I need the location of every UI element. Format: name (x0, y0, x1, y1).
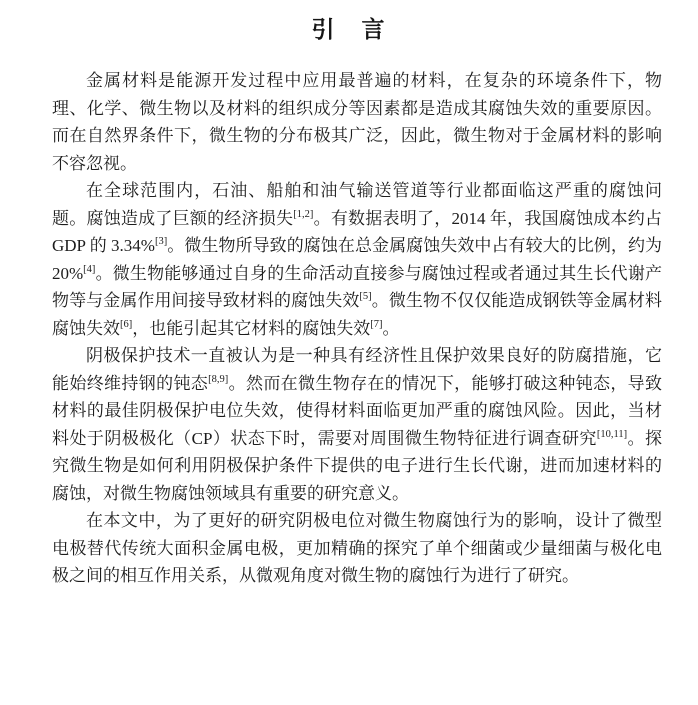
citation-superscript: [6] (120, 318, 133, 330)
text-segment: 。然而在微生物存在的情况下，能够打破这种钝态，导致材料的最佳阴极保护电位失效，使得材料面临更加严重的腐蚀风险。因此，当材料处于阴极极化（CP）状态下时，需要对周围微生物特征进行调查研究 (52, 373, 663, 448)
page-title: 引 言 (311, 17, 387, 42)
text-segment: 阴极保护技术一直被认为是一种具有经济性且保护效果良好的防腐措施，它能始终维持钢的钝态 (52, 346, 662, 393)
text-segment: 在本文中，为了更好的研究阴极电位对微生物腐蚀行为的影响，设计了微型电极替代传统大面积金属电极，更加精确的探究了单个细菌或少量细菌与极化电极之间的相互作用关系，从微观角度对微生物的腐蚀行为进行了研究。 (52, 511, 662, 585)
paragraph-2 (52, 177, 662, 342)
citation-superscript: [5] (359, 291, 372, 302)
text-segment: 在全球范围内，石油、船舶和油气输送管道等行业都面临这严重的腐蚀问题。腐蚀造成了巨额的经济损失 (52, 181, 662, 228)
citation-superscript: [10,11] (596, 428, 628, 440)
text-segment: 。微生物所导致的腐蚀在总金属腐蚀失效中占有较大的比例，约为 20% (52, 236, 663, 283)
text-segment: ，也能引起其它材料的腐蚀失效 (132, 318, 371, 338)
document-body (52, 67, 662, 590)
citation-superscript: [4] (83, 263, 96, 275)
paragraph-4 (52, 507, 662, 590)
text-segment: 。 (382, 318, 400, 338)
citation-superscript: [1,2] (293, 208, 314, 220)
paragraph-1 (52, 67, 662, 177)
text-segment: 。探究微生物是如何利用阴极保护条件下提供的电子进行生长代谢，进而加速材料的腐蚀，对微生物腐蚀领域具有重要的研究意义。 (52, 428, 663, 503)
text-segment: 。微生物能够通过自身的生命活动直接参与腐蚀过程或者通过其生长代谢产物等与金属作用间接导致材料的腐蚀失效 (52, 263, 662, 310)
citation-superscript: [7] (370, 318, 383, 330)
text-segment: 。微生物不仅仅能造成钢铁等金属材料腐蚀失效 (52, 291, 663, 338)
text-segment: 金属材料是能源开发过程中应用最普遍的材料，在复杂的环境条件下，物理、化学、微生物以及材料的组织成分等因素都是造成其腐蚀失效的重要原因。而在自然界条件下，微生物的分布极其广泛，因此，微生物对于金属材料的影响不容忽视。 (52, 71, 662, 173)
citation-superscript: [8,9] (208, 373, 229, 385)
paragraph-3 (52, 342, 662, 507)
text-segment: 。有数据表明了，2014 年，我国腐蚀成本约占 GDP 的 3.34% (52, 208, 662, 255)
citation-superscript: [3] (154, 236, 168, 247)
